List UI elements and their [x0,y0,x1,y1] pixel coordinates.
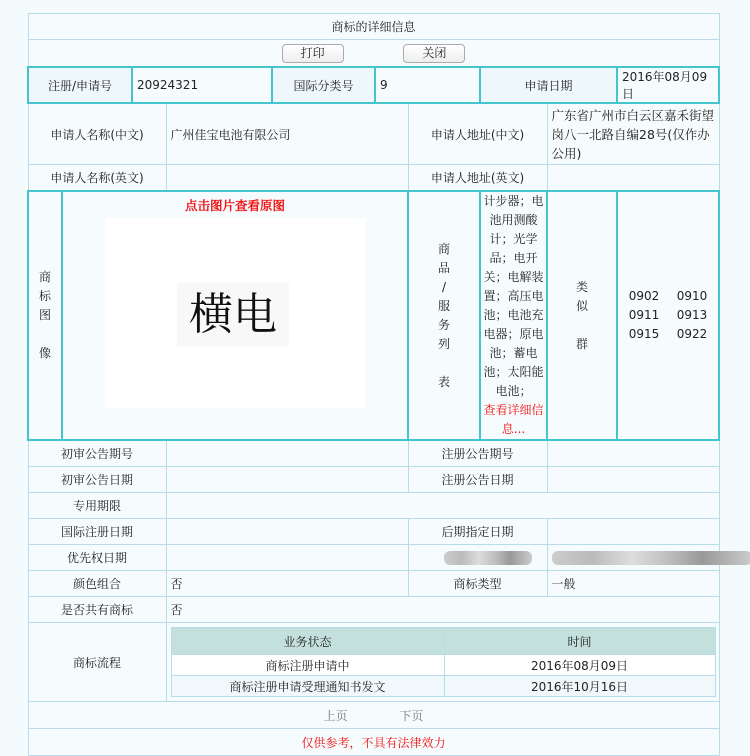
page-title: 商标的详细信息 [28,14,719,40]
similar-group-label: 类 似 群 [547,191,617,440]
flow-header-status: 业务状态 [171,628,444,655]
similar-groups: 0902 0910 0911 0913 0915 0922 [617,191,719,440]
prelim-no-value [166,440,408,467]
applicant-name-cn-label: 申请人名称(中文) [28,103,166,165]
prelim-date-value [166,467,408,493]
view-original-link[interactable]: 点击图片查看原图 [63,196,407,214]
reg-no-label: 注册/申请号 [28,67,132,103]
goods-text: 计步器；电池用测酸计；光学品；电开关；电解装置；高压电池；电池充电器；原电池；蓄电池；太阳能电池； [481,192,546,401]
prelim-date-label: 初审公告日期 [28,467,166,493]
applicant-addr-en-value [547,165,719,192]
applicant-addr-cn-value: 广东省广州市白云区嘉禾街望岗八一北路自编28号(仅作办公用) [547,103,719,165]
reg-ann-no-label: 注册公告期号 [408,440,547,467]
trademark-mark-text: 横电 [177,283,289,347]
shared-mark-label: 是否共有商标 [28,597,166,623]
later-date-label: 后期指定日期 [408,519,547,545]
flow-row: 商标注册申请受理通知书发文 2016年10月16日 [171,676,715,697]
applicant-addr-cn-label: 申请人地址(中文) [408,103,547,165]
intl-reg-date-label: 国际注册日期 [28,519,166,545]
view-details-link[interactable]: 查看详细信息... [481,401,546,439]
color-combo-label: 颜色组合 [28,571,166,597]
apply-date-value: 2016年08月09日 [617,67,719,103]
disclaimer: 仅供参考，不具有法律效力 [28,729,719,756]
prev-page-link[interactable]: 上页 [324,709,348,723]
trademark-image-label: 商 标 图 像 [28,191,62,440]
reg-ann-date-value [547,467,719,493]
trademark-image-cell [62,191,408,440]
applicant-name-en-label: 申请人名称(英文) [28,165,166,192]
flow-label: 商标流程 [28,623,166,702]
applicant-name-cn-value: 广州佳宝电池有限公司 [166,103,408,165]
later-date-value [547,519,719,545]
redacted-blur [552,551,750,565]
trademark-type-value: 一般 [547,571,719,597]
redacted-value [547,545,719,571]
flow-header-time: 时间 [444,628,715,655]
flow-cell [166,623,719,702]
applicant-addr-en-label: 申请人地址(英文) [408,165,547,192]
trademark-detail [27,13,718,756]
goods-services-label: 商 品 / 服 务 列 表 [408,191,480,440]
intl-class-label: 国际分类号 [272,67,375,103]
detail-table [27,13,720,756]
redacted-blur [444,551,532,565]
priority-date-value [166,545,408,571]
next-page-link[interactable]: 下页 [399,709,423,723]
flow-row: 商标注册申请中 2016年08月09日 [171,655,715,676]
reg-no-value: 20924321 [132,67,272,103]
intl-reg-date-value [166,519,408,545]
trademark-type-label: 商标类型 [408,571,547,597]
pager [28,702,719,729]
reg-ann-no-value [547,440,719,467]
reg-ann-date-label: 注册公告日期 [408,467,547,493]
apply-date-label: 申请日期 [480,67,617,103]
exclusive-period-label: 专用期限 [28,493,166,519]
intl-class-value: 9 [375,67,480,103]
basic-info-row [28,67,719,103]
prelim-no-label: 初审公告期号 [28,440,166,467]
trademark-image[interactable] [105,218,365,408]
print-button[interactable]: 打印 [282,44,344,63]
color-combo-value: 否 [166,571,408,597]
close-button[interactable]: 关闭 [403,44,465,63]
shared-mark-value: 否 [166,597,719,623]
goods-services-list [480,191,547,440]
priority-date-label: 优先权日期 [28,545,166,571]
action-bar [28,40,719,68]
applicant-name-en-value [166,165,408,192]
redacted-label [408,545,547,571]
exclusive-period-value [166,493,719,519]
flow-table [171,627,716,697]
